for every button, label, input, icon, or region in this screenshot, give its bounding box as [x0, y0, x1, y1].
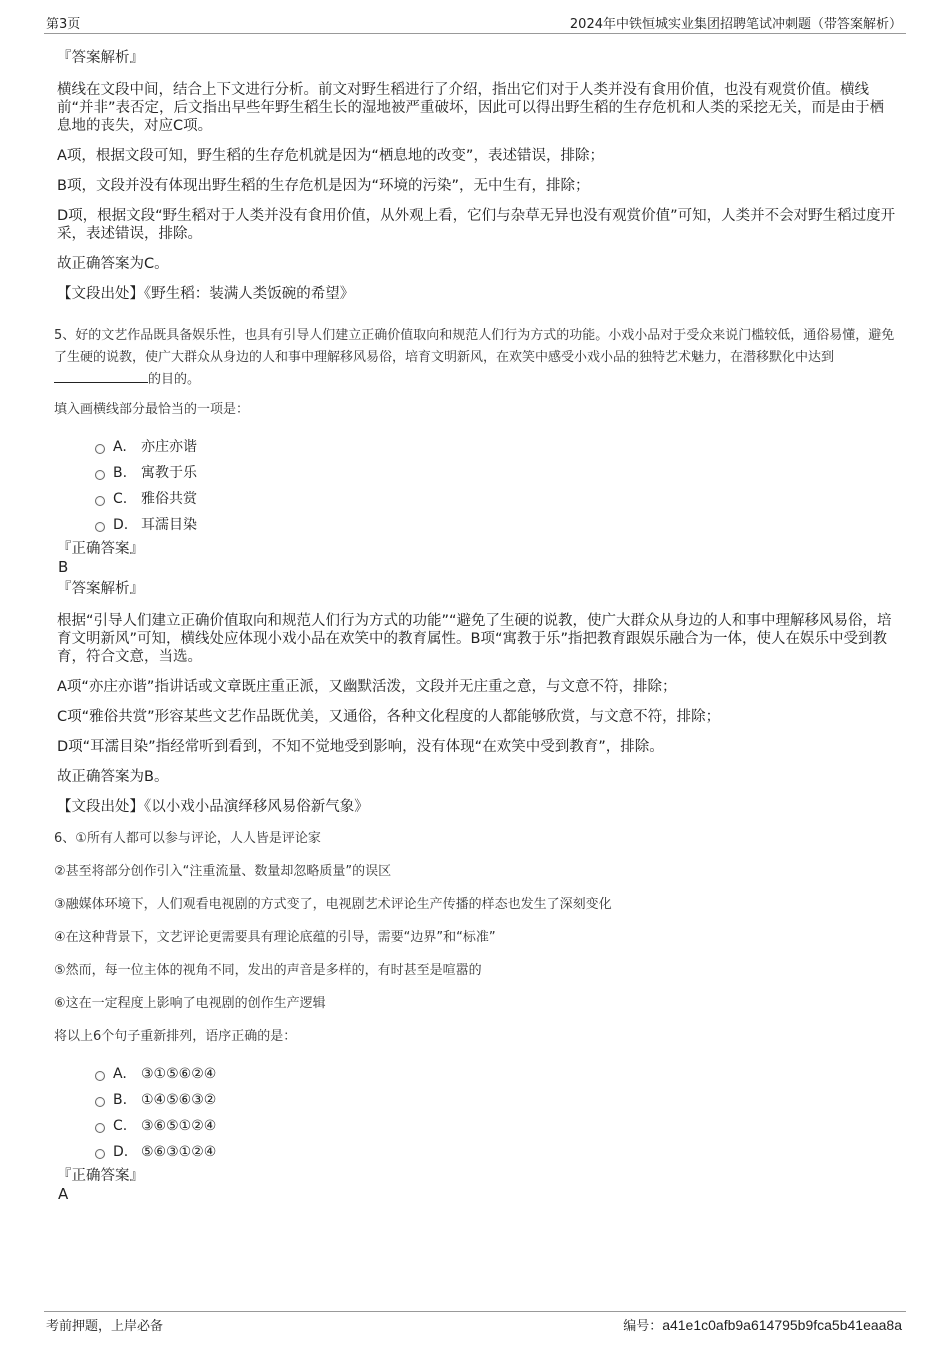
option-b[interactable]: B. 寓教于乐	[95, 460, 897, 486]
question-5-text: 5、好的文艺作品既具备娱乐性，也具有引导人们建立正确价值取向和规范人们行为方式的功能。小戏小品对于受众来说门槛较低，通俗易懂，避免了生硬的说教，使广大群众从身边的人和事中理解移风易俗，培育文明新风，在欢笑中感受小戏小品的独特艺术魅力，在潜移默化中达到的目的。	[54, 328, 895, 387]
sentence-2: ②甚至将部分创作引入“注重流量、数量却忽略质量”的误区	[54, 864, 392, 879]
option-c[interactable]: C. 雅俗共赏	[95, 486, 897, 512]
question-6-options	[95, 1061, 897, 1165]
question-6-prompt: 将以上6个句子重新排列，语序正确的是：	[54, 1029, 297, 1044]
analysis-option-a: A项“亦庄亦谐”指讲话或文章既庄重正派，又幽默活泼，文段并无庄重之意，与文意不符，排除；	[57, 679, 677, 695]
radio-icon[interactable]	[95, 1149, 105, 1159]
analysis-option-b: B项，文段并没有体现出野生稻的生存危机是因为“环境的污染”，无中生有，排除；	[57, 178, 590, 194]
radio-icon[interactable]	[95, 1097, 105, 1107]
radio-icon[interactable]	[95, 444, 105, 454]
analysis-marker: 『答案解析』	[57, 581, 144, 597]
analysis-option-c: C项“雅俗共赏”形容某些文艺作品既优美，又通俗，各种文化程度的人都能够欣赏，与文意不符，排除；	[57, 709, 721, 725]
option-b[interactable]: B. ①④⑤⑥③②	[95, 1087, 897, 1113]
footer-slogan: 考前押题，上岸必备	[46, 1319, 164, 1334]
option-d[interactable]: D. ⑤⑥③①②④	[95, 1139, 897, 1165]
passage-source: 【文段出处】《以小戏小品演绎移风易俗新气象》	[57, 799, 369, 815]
analysis-text: 根据“引导人们建立正确价值取向和规范人们行为方式的功能”“避免了生硬的说教，使广大群众从身边的人和事中理解移风易俗，培育文明新风”可知，横线处应体现小戏小品在欢笑中的教育属性。B项“寓教于乐”指把教育跟娱乐融合为一体，使人在娱乐中受到教育，符合文意，当选。	[57, 613, 892, 665]
radio-icon[interactable]	[95, 522, 105, 532]
correct-answer: A	[58, 1185, 69, 1203]
analysis-text: 横线在文段中间，结合上下文进行分析。前文对野生稻进行了介绍，指出它们对于人类并没有食用价值，也没有观赏价值。横线前“并非”表否定，后文指出早些年野生稻生长的湿地被严重破坏，因此可以得出野生稻的生存危机和人类的采挖无关，而是由于栖息地的丧失，对应C项。	[57, 82, 885, 134]
analysis-marker: 『答案解析』	[57, 50, 144, 66]
page-footer	[44, 1311, 906, 1334]
radio-icon[interactable]	[95, 1123, 105, 1133]
option-a[interactable]: A. ③①⑤⑥②④	[95, 1061, 897, 1087]
correct-answer-marker: 『正确答案』	[57, 541, 144, 557]
question-5-options	[95, 434, 897, 538]
analysis-option-d: D项，根据文段“野生稻对于人类并没有食用价值，从外观上看，它们与杂草无异也没有观赏价值”可知，人类并不会对野生稻过度开采，表述错误，排除。	[57, 208, 896, 242]
sentence-4: ④在这种背景下，文艺评论更需要具有理论底蕴的引导，需要“边界”和“标准”	[54, 930, 496, 945]
question-5-prompt: 填入画横线部分最恰当的一项是：	[54, 402, 250, 417]
page-header	[44, 13, 906, 34]
sentence-3: ③融媒体环境下，人们观看电视剧的方式变了，电视剧艺术评论生产传播的样态也发生了深刻变化	[54, 897, 612, 912]
analysis-option-a: A项，根据文段可知，野生稻的生存危机就是因为“栖息地的改变”，表述错误，排除；	[57, 148, 604, 164]
correct-answer-marker: 『正确答案』	[57, 1168, 144, 1184]
radio-icon[interactable]	[95, 470, 105, 480]
analysis-option-d: D项“耳濡目染”指经常听到看到，不知不觉地受到影响，没有体现“在欢笑中受到教育”，排除。	[57, 739, 664, 755]
page-content	[54, 45, 897, 1207]
analysis-conclusion: 故正确答案为B。	[57, 769, 169, 785]
analysis-conclusion: 故正确答案为C。	[57, 256, 169, 272]
sentence-6: ⑥这在一定程度上影响了电视剧的创作生产逻辑	[54, 996, 326, 1011]
document-title: 2024年中铁恒城实业集团招聘笔试冲刺题（带答案解析）	[569, 17, 902, 32]
correct-answer: B	[58, 558, 69, 576]
sentence-1: 6、①所有人都可以参与评论，人人皆是评论家	[54, 831, 321, 846]
page-number: 第3页	[46, 17, 81, 32]
document-code: 编号：a41e1c0afb9a614795b9fca5b41eaa8a	[623, 1317, 902, 1334]
radio-icon[interactable]	[95, 1071, 105, 1081]
option-c[interactable]: C. ③⑥⑤①②④	[95, 1113, 897, 1139]
fill-blank	[54, 369, 148, 383]
option-d[interactable]: D. 耳濡目染	[95, 512, 897, 538]
passage-source: 【文段出处】《野生稻：装满人类饭碗的希望》	[57, 286, 355, 302]
radio-icon[interactable]	[95, 496, 105, 506]
option-a[interactable]: A. 亦庄亦谐	[95, 434, 897, 460]
sentence-5: ⑤然而，每一位主体的视角不同，发出的声音是多样的，有时甚至是喧嚣的	[54, 963, 482, 978]
